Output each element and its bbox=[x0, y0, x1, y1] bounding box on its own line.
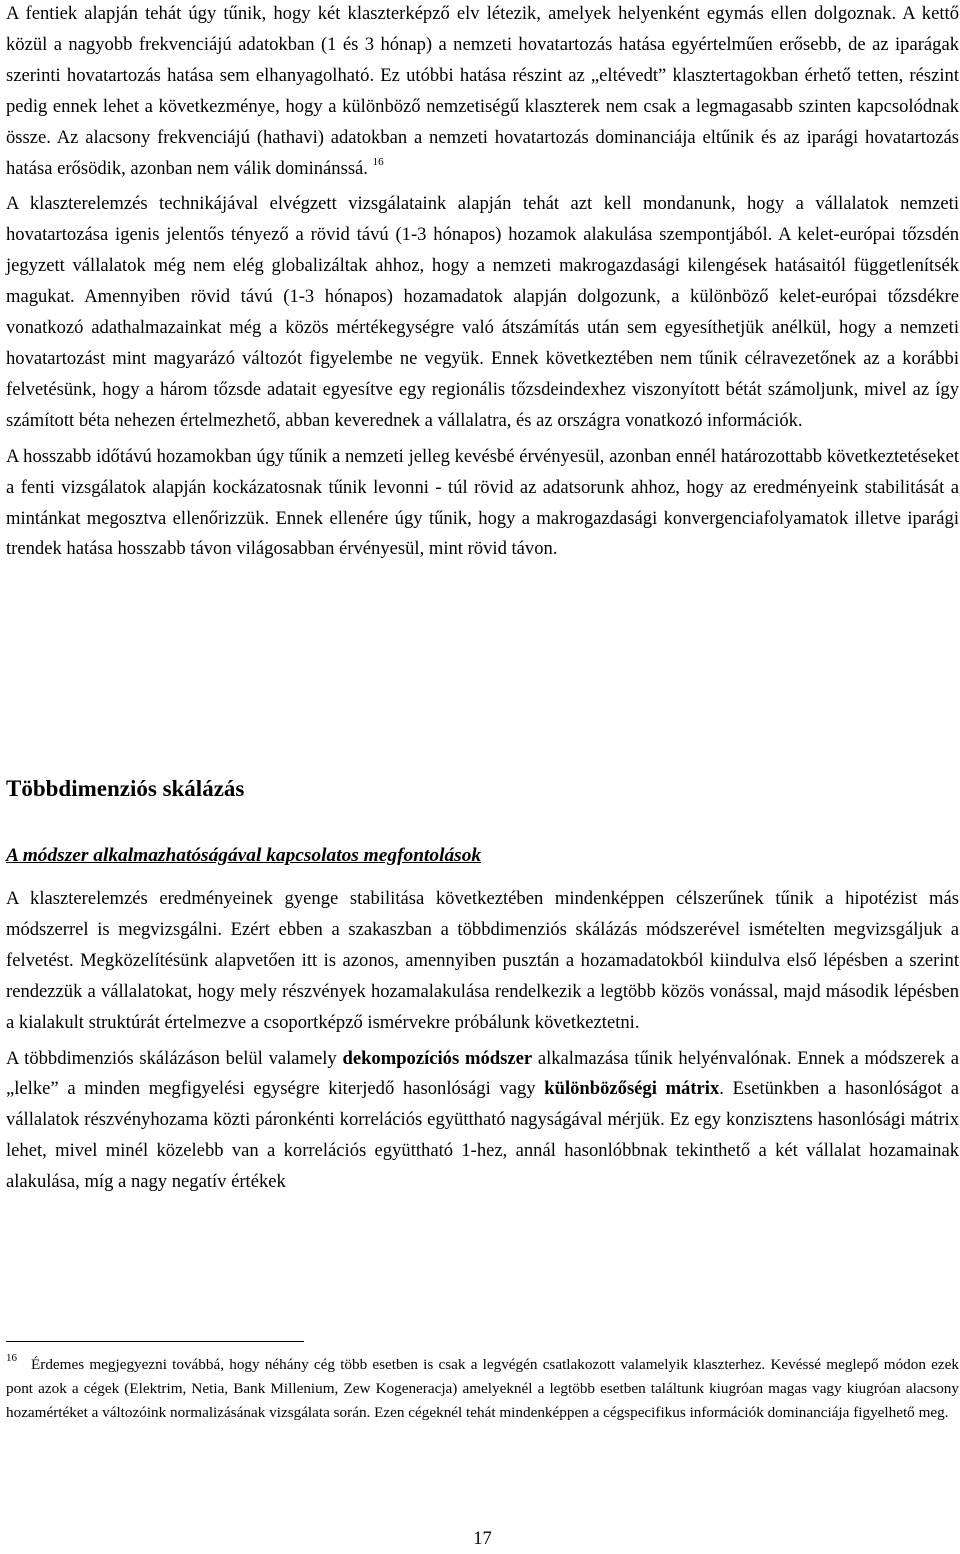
paragraph-text-part: . Esetünkben a hasonlóságot a vállalatok részvényhozama közti páronkénti korrelációs együttható nagyságával mérjük. Ez egy konzisztens hasonlósági mátrix lehet, mivel minél közelebb van a korrelációs együttható 1-hez, annál hasonlóbbnak tekinthető a két vállalat hozamainak alakulása, míg a nagy negatív értékek bbox=[6, 1078, 959, 1193]
paragraph-text: A fentiek alapján tehát úgy tűnik, hogy két klaszterképző elv létezik, amelyek helyenként egymás ellen dolgoznak. A kettő közül a nagyobb frekvenciájú adatokban (1 és 3 hónap) a nemzeti hovatartozás hatása egyértelműen erősebb, de az iparágak szerinti hovatartozás hatása sem elhanyagolható. Ez utóbbi hatása részint az „eltévedt” klasztertagokban érhető tetten, részint pedig ennek lehet a következménye, hogy a különböző nemzetiségű klaszterek nem csak a legmagasabb szinten kapcsolódnak össze. Az alacsony frekvenciájú (hathavi) adatokban a nemzeti hovatartozás dominanciája eltűnik és az iparági hovatartozás hatása erősödik, azonban nem válik dominánssá. bbox=[6, 3, 959, 179]
paragraph-national-affiliation: A klaszterelemzés technikájával elvégzett vizsgálataink alapján tehát azt kell mondanunk, hogy a vállalatok nemzeti hovatartozása igenis jelentős tényező a rövid távú (1-3 hónapos) hozamok alakulása szempontjából. A kelet-európai tőzsdén jegyzett vállalatok még nem elég globalizáltak ahhoz, hogy a nemzeti makrogazdasági kilengések hatásaitól függetlenítsék magukat. Amennyiben rövid távú (1-3 hónapos) hozamadatok alapján dolgozunk, a különböző kelet-európai tőzsdékre vonatkozó adathalmazainkat még a közös mértékegységre való átszámítás után sem egyesíthetjük anélkül, hogy a nemzeti hovatartozást mint magyarázó változót figyelembe ne vegyük. Ennek következtében nem tűnik célravezetőnek az a korábbi felvetésünk, hogy a három tőzsde adatait egyesítve egy regionális tőzsdeindexhez viszonyított bétát számoljunk, mivel az így számított béta nehezen értelmezhető, abban keverednek a vállalatra, és az országra vonatkozó információk. bbox=[6, 193, 959, 431]
bold-term-decomposition: dekompozíciós módszer bbox=[342, 1047, 533, 1069]
footnote-reference[interactable]: 16 bbox=[372, 155, 384, 168]
paragraph-mds-method: A klaszterelemzés eredményeinek gyenge stabilitása következtében mindenképpen célszerűnek tűnik a hipotézist más módszerrel is megvizsgálni. Ezért ebben a szakaszban a többdimenziós skálázás módszerével ismételten megvizsgáljuk a felvetést. Megközelítésünk alapvetően itt is azonos, amennyiben pusztán a hozamadatokból kiindulva első lépésben a szerint rendezzük a vállalatokat, hogy mely részvények hozamalakulása rendelkezik a legtöbb közös vonással, majd második lépésben a kialakult struktúrát értelmezve a csoportképző ismérvekre próbálunk következtetni. bbox=[6, 888, 959, 1033]
paragraph-text-part: A többdimenziós skálázáson belül valamely bbox=[6, 1047, 343, 1069]
bold-term-dissimilarity-matrix: különbözőségi mátrix bbox=[544, 1078, 720, 1100]
document-page bbox=[6, 0, 959, 1549]
page-number: 17 bbox=[473, 1528, 492, 1549]
mds-section-body bbox=[6, 884, 959, 1198]
paragraph-cluster-principles bbox=[6, 0, 959, 184]
subsection-heading: A módszer alkalmazhatóságával kapcsolatos megfontolások bbox=[6, 845, 482, 866]
section-heading: Többdimenziós skálázás bbox=[6, 776, 245, 801]
footnote-divider bbox=[6, 1341, 304, 1342]
footnote-number: 16 bbox=[6, 1352, 17, 1364]
paragraph-longer-horizon: A hosszabb időtávú hozamokban úgy tűnik a nemzeti jelleg kevésbé érvényesül, azonban ennél határozottabb következtetéseket a fenti vizsgálatok alapján kockázatosnak tűnik levonni - túl rövid az adatsorunk ahhoz, hogy az eredményeink stabilitását a mintánkat megosztva ellenőrizzük. Ennek ellenére úgy tűnik, hogy a makrogazdasági konvergenciafolyamatok illetve iparági trendek hatása hosszabb távon világosabban érvényesül, mint rövid távon. bbox=[6, 445, 959, 560]
footnote bbox=[6, 1353, 959, 1426]
footnote-text: Érdemes megjegyezni továbbá, hogy néhány cég több esetben is csak a legvégén csatlakozott valamelyik klaszterhez. Kevéssé meglepő módon ezek pont azok a cégek (Elektrim, Netia, Bank Millenium, Zew Kogeneracja) amelyeknél a legtöbb esetben találtunk kiugróan magas vagy kiugróan alacsony hozamértéket a változóink normalizásának vizsgálata során. Ezen cégeknél tehát mindenképpen a cégspecifikus információk dominanciája figyelhető meg. bbox=[6, 1356, 959, 1422]
paragraph-decomposition bbox=[6, 1044, 959, 1199]
paragraph-text-part: alkalmazása tűnik helyénvalónak. Ennek a módszerek a „lelke” a minden megfigyelési egységre kiterjedő hasonlósági vagy bbox=[6, 1047, 959, 1100]
